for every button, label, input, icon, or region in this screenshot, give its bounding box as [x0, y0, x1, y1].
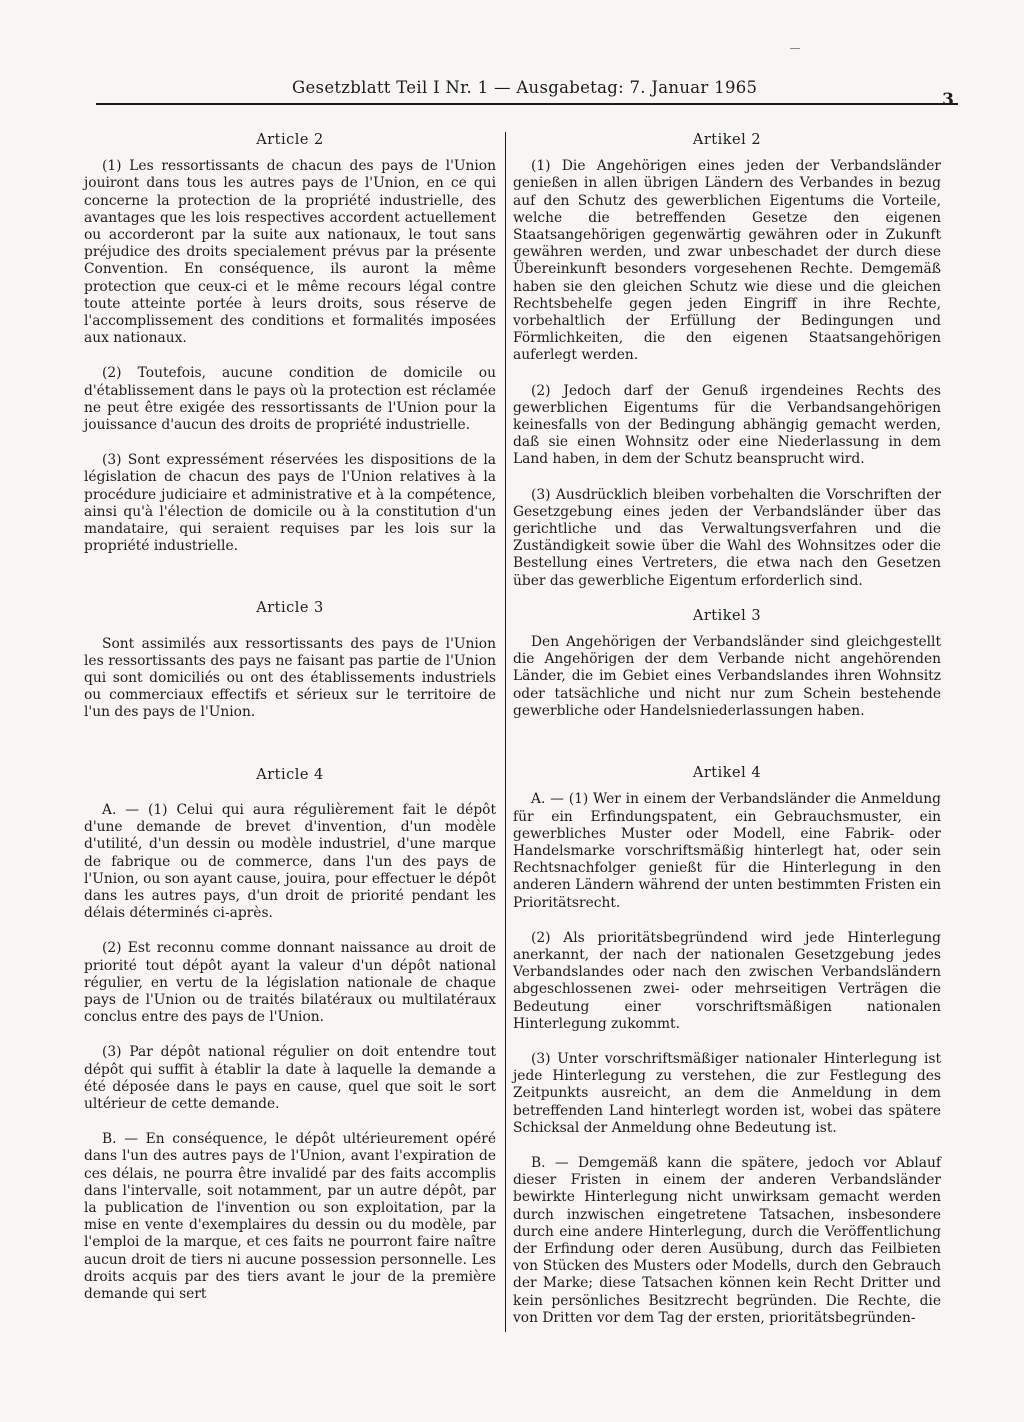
scan-mark: [790, 48, 800, 49]
article-4-paragraph-1: A. — (1) Celui qui aura régulièrement fait le dépôt d'une demande de brevet d'invention, d'un modèle d'utilité, d'un dessin ou modèle industriel, d'une marque de fabrique ou de commerce, dans l'un des pays de l'Union, ou son ayant cause, jouira, pour effectuer le dépôt dans les autres pays, d'un droit de priorité pendant les délais déterminés ci-après.: [84, 801, 496, 922]
article-4-paragraph-3: (3) Par dépôt national régulier on doit entendre tout dépôt qui suffit à établir la date à laquelle la demande a été déposée dans le pays en cause, quel que soit le sort ultérieur de cette demande.: [84, 1044, 496, 1112]
artikel-4-paragraph-1: A. — (1) Wer in einem der Verbandsländer die Anmeldung für ein Erfindungspatent, ein Gebrauchsmuster, ein gewerbliches Muster oder Modell, eine Fabrik- oder Handelsmarke vorschriftsmäßig hinterlegt hat, oder sein Rechtsnachfolger genießt für die Hinterlegung in den anderen Ländern während der unten bestimmten Fristen ein Prioritätsrecht.: [513, 791, 941, 911]
article-3-paragraph-1: Sont assimilés aux ressortissants des pays de l'Union les ressortissants des pays ne faisant pas partie de l'Union qui sont domiciliés ou ont des établissements industriels ou commerciaux effectifs et sérieux sur le territoire de l'un des pays de l'Union.: [84, 635, 496, 721]
article-4-paragraph-4: B. — En conséquence, le dépôt ultérieurement opéré dans l'un des autres pays de l'Union, avant l'expiration de ces délais, ne pourra être invalidé par des faits accomplis dans l'intervalle, soit notamment, par un autre dépôt, par la publication de l'invention ou son exploitation, par la mise en vente d'exemplaires du dessin ou du modèle, par l'emploi de la marque, et ces faits ne pourront faire naître aucun droit de tiers ni aucune possession personnelle. Les droits acquis par des tiers avant le jour de la première demande qui sert: [84, 1131, 496, 1302]
artikel-2-paragraph-1: (1) Die Angehörigen eines jeden der Verbandsländer genießen in allen übrigen Ländern des Verbandes in bezug auf den Schutz des gewerblichen Eigentums die Vorteile, welche die betreffenden Gesetze den eigenen Staatsangehörigen gegenwärtig gewähren oder in Zukunft gewähren werden, und zwar unbeschadet der durch diese Übereinkunft besonders vorgesehenen Rechte. Demgemäß haben sie den gleichen Schutz wie diese und die gleichen Rechtsbehelfe gegen jeden Eingriff in ihre Rechte, vorbehaltlich der Erfüllung der Bedingungen und Förmlichkeiten, die den eigenen Staatsangehörigen auferlegt werden.: [513, 158, 941, 364]
french-column: [84, 132, 496, 1303]
article-2-paragraph-2: (2) Toutefois, aucune condition de domicile ou d'établissement dans le pays où la protection est réclamée ne peut être exigée des ressortissants de l'Union pour la jouissance d'aucun des droits de propriété industrielle.: [84, 365, 496, 434]
artikel-2-paragraph-2: (2) Jedoch darf der Genuß irgendeines Rechts des gewerblichen Eigentums für die Verbandsangehörigen keinesfalls von der Bedingung abhängig gemacht werden, daß sie einen Wohnsitz oder eine Niederlassung in dem Land haben, in dem der Schutz beansprucht wird.: [513, 382, 941, 468]
artikel-4-paragraph-3: (3) Unter vorschriftsmäßiger nationaler Hinterlegung ist jede Hinterlegung zu verstehen, die zur Festlegung des Zeitpunkts ausreicht, an dem die Anmeldung in dem betreffenden Land hinterlegt worden ist, wobei das spätere Schicksal der Anmeldung ohne Bedeutung ist.: [513, 1050, 941, 1136]
article-2-paragraph-3: (3) Sont expressément réservées les dispositions de la législation de chacun des pays de l'Union relatives à la procédure judiciaire et administrative et à la compétence, ainsi qu'à l'élection de domicile ou à la constitution d'un mandataire, qui seraient requises par les lois sur la propriété industrielle.: [84, 452, 496, 555]
article-2-paragraph-1: (1) Les ressortissants de chacun des pays de l'Union jouiront dans tous les autres pays de l'Union, en ce qui concerne la protection de la propriété industrielle, des avantages que les lois respectives accordent actuellement ou accorderont par la suite aux nationaux, le tout sans préjudice des droits specialement prévus par la présente Convention. En conséquence, ils auront la même protection que ceux-ci et le même recours légal contre toute atteinte portée à leurs droits, sous réserve de l'accomplissement des conditions et formalités imposées aux nationaux.: [84, 158, 496, 347]
artikel-3-heading: Artikel 3: [692, 607, 762, 624]
artikel-2-paragraph-3: (3) Ausdrücklich bleiben vorbehalten die Vorschriften der Gesetzgebung eines jeden der Verbandsländer über das gerichtliche und das Verwaltungsverfahren und die Zuständigkeit sowie über die Wahl des Wohnsitzes oder die Bestellung eines Vertreters, die etwa nach den Gesetzen über das gewerbliche Eigentum erforderlich sind.: [513, 486, 941, 589]
gazette-title: Gesetzblatt Teil I Nr. 1 — Ausgabetag: 7. Januar 1965: [292, 78, 758, 97]
artikel-3-paragraph-1: Den Angehörigen der Verbandsländer sind gleichgestellt die Angehörigen der dem Verbande nicht angehörenden Länder, die im Gebiet eines Verbandslandes ihren Wohnsitz oder tatsächliche und nicht nur zum Schein bestehende gewerbliche oder Handelsniederlassungen haben.: [513, 634, 941, 719]
page-header: [92, 78, 954, 110]
article-4-heading: Article 4: [256, 766, 324, 783]
artikel-4-paragraph-4: B. — Demgemäß kann die spätere, jedoch vor Ablauf dieser Fristen in einem der anderen Verbandsländer bewirkte Hinterlegung nicht unwirksam gemacht werden durch inzwischen eingetretene Tatsachen, insbesondere durch eine andere Hinterlegung, durch die Veröffentlichung der Erfindung oder deren Ausübung, durch das Feilbieten von Stücken des Musters oder Modells, durch den Gebrauch der Marke; diese Tatsachen können kein Recht Dritter und kein persönliches Besitzrecht begründen. Die Rechte, die von Dritten vor dem Tag der ersten, prioritätsbegründen-: [513, 1154, 941, 1326]
header-rule: [96, 103, 958, 105]
artikel-2-heading: Artikel 2: [692, 132, 762, 148]
article-2-heading: Article 2: [256, 132, 324, 148]
article-4-paragraph-2: (2) Est reconnu comme donnant naissance au droit de priorité tout dépôt ayant la valeur d'un dépôt national régulier, en vertu de la législation nationale de chaque pays de l'Union ou de traités bilatéraux ou multilatéraux conclus entre des pays de l'Union.: [84, 940, 496, 1026]
artikel-4-paragraph-2: (2) Als prioritätsbegründend wird jede Hinterlegung anerkannt, der nach der nationalen Gesetzgebung jedes Verbandslandes oder nach den zwischen Verbandsländern abgeschlossenen zwei- oder mehrseitigen Verträgen die Bedeutung einer vorschriftsmäßigen nationalen Hinterlegung zukommt.: [513, 929, 941, 1032]
column-divider: [505, 132, 506, 1332]
article-3-heading: Article 3: [256, 600, 324, 617]
page-number: 3: [942, 90, 954, 110]
german-column: [513, 132, 941, 1327]
artikel-4-heading: Artikel 4: [692, 765, 762, 782]
